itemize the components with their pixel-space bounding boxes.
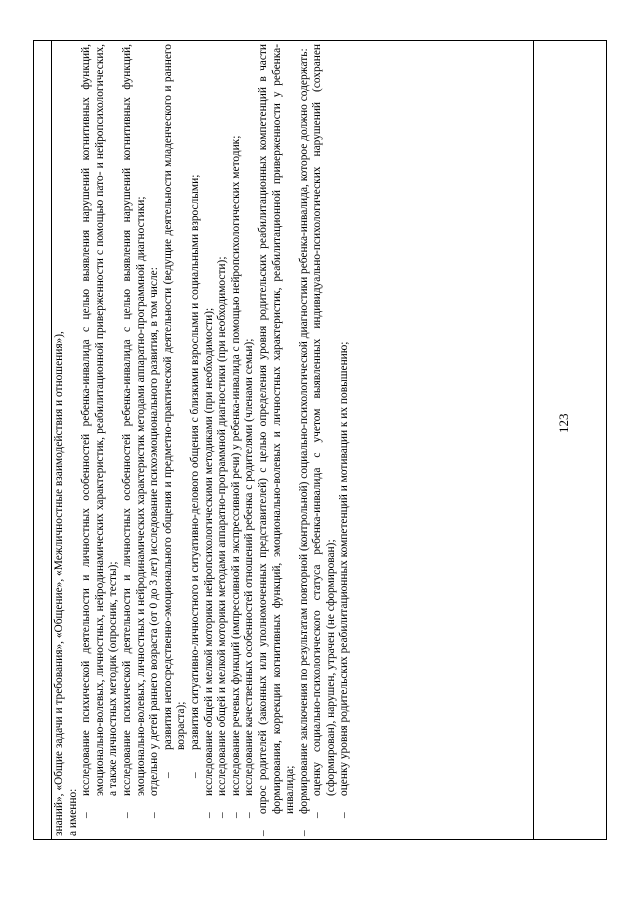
list-item — [338, 44, 352, 836]
list-item-text: исследование общей и мелкой моторики методами аппаратно-программной диагностики (при необходимости); — [216, 256, 229, 796]
rotated-page-content — [33, 40, 607, 840]
sub-list-item — [189, 44, 203, 836]
dash-marker: – — [338, 812, 351, 818]
list-item — [121, 44, 148, 836]
table-bottom-cell — [534, 41, 606, 839]
dash-marker: – — [243, 812, 256, 818]
list-item — [148, 44, 162, 836]
text-line: а именно: — [66, 788, 79, 836]
dash-marker: – — [216, 812, 229, 818]
sub-list-item — [162, 44, 189, 836]
dash-marker: – — [80, 812, 93, 818]
page-number: 123 — [556, 413, 571, 433]
dash-marker: – — [229, 812, 242, 818]
list-item-text: оценку социально-психологического статуса ребенка-инвалида с учетом выявленных индивидуально-психологических нарушений (сохранен (сформирован), нарушен, утрачен (не сформирован); — [311, 44, 337, 796]
list-item-text: оценку уровня родительских реабилитационных компетенций и мотивации к их повышению; — [338, 341, 351, 796]
list-item — [298, 44, 312, 836]
table — [33, 40, 607, 840]
dash-marker: – — [148, 812, 161, 818]
list-item-text: отдельно у детей раннего возраста (от 0 до 3 лет) исследование психоэмоционального развития, в том числе: — [148, 267, 161, 796]
text-line: знаний», «Общие задачи и требования», «Общение», «Межличностные взаимодействия и отношения»), — [53, 331, 65, 836]
dash-marker: – — [188, 772, 201, 778]
list-item-text: исследование качественных особенностей отношений ребенка с родителями (членами семьи); — [243, 338, 256, 796]
list-item — [311, 44, 338, 836]
dash-marker: – — [161, 772, 174, 778]
list-item — [203, 44, 217, 836]
table-top-cell — [34, 41, 52, 839]
list-item-text: развития ситуативно-личностного и ситуативно-делового общения с близкими взрослыми и социальными взрослыми; — [188, 174, 201, 750]
list-item-text: развития непосредственно-эмоционального общения и предметно-практической деятельности (ведущие деятельности младенческого и раннего возраста); — [161, 44, 188, 750]
list-item — [230, 44, 244, 836]
dash-marker: – — [120, 812, 133, 818]
list-item — [257, 44, 298, 836]
list-item-text: исследование психической деятельности и личностных особенностей ребенка-инвалида с целью выявления нарушений когнитивных функций, эмоционально-волевых, личностных и нейродинамических характеристик методами аппаратно-программной диагностики; — [120, 44, 147, 796]
list-item-text: формирование заключения по результатам повторной (контрольной) социально-психологической диагностики ребенка-инвалида, которое должно содержать: — [297, 48, 310, 814]
dash-marker: – — [311, 812, 324, 818]
list-item-text: исследование психической деятельности и личностных особенностей ребенка-инвалида с целью выявления нарушений когнитивных функций, эмоционально-волевых, личностных, нейродинамических характеристик, реабилитационной приверженности с помощью пато- и нейропсихологических, а также личностных методик (опросник, тесты); — [80, 44, 120, 796]
list-item — [80, 44, 121, 836]
dash-marker: – — [297, 830, 310, 836]
dash-marker: – — [202, 812, 215, 818]
list-item-text: исследование речевых функций (импрессивной и экспрессивной речи) у ребенка-инвалида с помощью нейропсихологических методик; — [229, 135, 242, 796]
list-item-text: исследование общей и мелкой моторики нейропсихологическими методиками (при необходимости); — [202, 307, 215, 796]
list-item — [243, 44, 257, 836]
list-item-text: опрос родителей (законных или уполномоченных представителей) с целью определения уровня родительских реабилитационных компетенций в части формирования, коррекции когнитивных функций, эмоционально-волевых и личностных характеристик, реабилитационной приверженности у ребенка-инвалида; — [256, 44, 297, 814]
dash-marker: – — [256, 830, 269, 836]
table-content-cell — [51, 41, 534, 839]
list-item — [216, 44, 230, 836]
